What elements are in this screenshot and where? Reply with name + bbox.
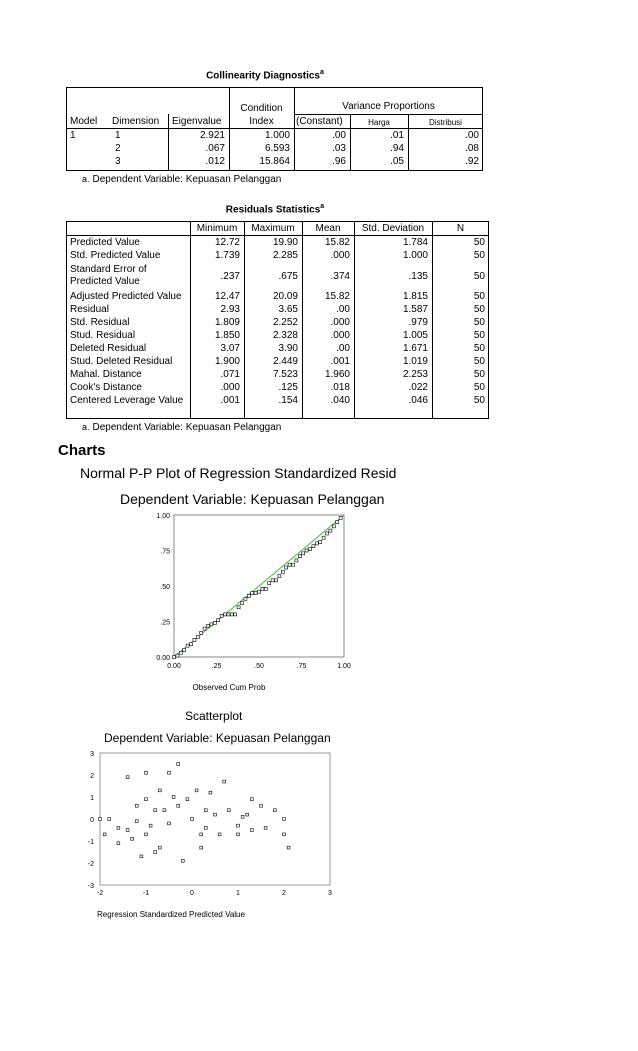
data-point bbox=[213, 621, 216, 624]
data-point bbox=[223, 780, 226, 783]
cell-min: .237 bbox=[220, 270, 240, 282]
data-point bbox=[217, 619, 220, 622]
x-tick-label: -2 bbox=[96, 890, 104, 897]
cell-sd: 1.005 bbox=[402, 330, 428, 341]
row-label: Cook's Distance bbox=[70, 382, 142, 393]
table-row bbox=[66, 155, 483, 168]
cell-sd: 1.815 bbox=[402, 291, 428, 302]
data-point bbox=[254, 592, 257, 595]
cell-distribusi: .92 bbox=[465, 156, 479, 167]
data-point bbox=[283, 818, 286, 821]
data-point bbox=[203, 627, 206, 630]
y-tick-label: 3 bbox=[90, 751, 94, 758]
data-point bbox=[283, 833, 286, 836]
cell-sd: 1.587 bbox=[402, 304, 428, 315]
plot-frame bbox=[100, 753, 330, 885]
collinearity-rule-variance bbox=[294, 114, 483, 115]
x-tick-label: .25 bbox=[211, 663, 222, 670]
data-point bbox=[214, 813, 217, 816]
row-label: Adjusted Predicted Value bbox=[70, 291, 182, 302]
y-tick-label: 2 bbox=[90, 773, 94, 780]
header-minimum: Minimum bbox=[196, 223, 238, 234]
cell-n: 50 bbox=[473, 291, 485, 302]
cell-constant: .00 bbox=[332, 130, 346, 141]
table-row bbox=[66, 262, 489, 290]
data-point bbox=[103, 833, 106, 836]
cell-n: 50 bbox=[473, 330, 485, 341]
cell-mean: 15.82 bbox=[324, 236, 350, 248]
pp-plot-subtitle: Dependent Variable: Kepuasan Pelanggan bbox=[120, 491, 385, 507]
cell-max: 2.449 bbox=[272, 356, 298, 367]
cell-dimension: 1 bbox=[115, 130, 121, 141]
table-row bbox=[66, 316, 489, 329]
residuals-title-text: Residuals Statistics bbox=[225, 204, 321, 216]
data-point bbox=[227, 613, 230, 616]
cell-max: 7.523 bbox=[272, 369, 298, 380]
data-point bbox=[319, 540, 322, 543]
table-row bbox=[66, 249, 489, 262]
cell-mean: .000 bbox=[330, 250, 350, 261]
data-point bbox=[220, 614, 223, 617]
header-blank bbox=[66, 222, 190, 235]
data-point bbox=[183, 648, 186, 651]
cell-dimension: 3 bbox=[115, 156, 121, 167]
data-point bbox=[241, 602, 244, 605]
header-harga: Harga bbox=[368, 118, 390, 127]
data-point bbox=[154, 809, 157, 812]
data-point bbox=[261, 587, 264, 590]
cell-max: 2.328 bbox=[272, 330, 298, 341]
data-point bbox=[168, 822, 171, 825]
table-row bbox=[66, 235, 489, 249]
header-index: Index bbox=[249, 116, 274, 127]
y-tick-label: 1 bbox=[90, 795, 94, 802]
cell-min: .001 bbox=[220, 395, 240, 406]
cell-sd: .022 bbox=[408, 382, 428, 393]
row-label bbox=[66, 262, 190, 290]
cell-sd: .046 bbox=[408, 395, 428, 406]
row-label: Residual bbox=[70, 304, 109, 315]
data-point bbox=[322, 536, 325, 539]
residuals-title bbox=[185, 203, 365, 215]
cell-max: 3.65 bbox=[278, 304, 298, 315]
cell-mean: .000 bbox=[330, 330, 350, 341]
data-point bbox=[168, 771, 171, 774]
data-point bbox=[179, 651, 182, 654]
cell-mean: .018 bbox=[330, 382, 350, 393]
cell-constant: .03 bbox=[332, 143, 346, 154]
data-point bbox=[181, 859, 184, 862]
cell-sd: 1.671 bbox=[402, 343, 428, 354]
cell-harga: .94 bbox=[390, 143, 404, 154]
cell-mean: 15.82 bbox=[324, 291, 350, 302]
data-point bbox=[149, 824, 152, 827]
cell-distribusi: .00 bbox=[465, 130, 479, 141]
cell-min: 1.739 bbox=[214, 250, 240, 261]
data-point bbox=[275, 579, 278, 582]
data-point bbox=[305, 549, 308, 552]
x-axis-label: Regression Standardized Predicted Value bbox=[97, 910, 245, 919]
data-point bbox=[191, 818, 194, 821]
table-row bbox=[66, 381, 489, 394]
table-row bbox=[66, 342, 489, 355]
scatter-title: Scatterplot bbox=[185, 709, 243, 723]
data-point bbox=[117, 842, 120, 845]
cell-n: 50 bbox=[473, 317, 485, 328]
data-point bbox=[292, 563, 295, 566]
header-n: N bbox=[456, 223, 465, 234]
cell-n: 50 bbox=[473, 382, 485, 393]
data-point bbox=[336, 521, 339, 524]
cell-n: 50 bbox=[473, 356, 485, 367]
cell-min: 3.07 bbox=[220, 343, 240, 354]
cell-min: 12.72 bbox=[214, 236, 240, 248]
cell-n: 50 bbox=[473, 236, 485, 248]
data-point bbox=[117, 826, 120, 829]
table-row bbox=[66, 290, 489, 303]
row-label: Stud. Deleted Residual bbox=[70, 356, 173, 367]
cell-harga: .05 bbox=[390, 156, 404, 167]
cell-max: .125 bbox=[278, 382, 298, 393]
data-point bbox=[287, 846, 290, 849]
cell-harga: .01 bbox=[390, 130, 404, 141]
cell-mean: .040 bbox=[330, 395, 350, 406]
data-point bbox=[176, 654, 179, 657]
data-point bbox=[237, 824, 240, 827]
data-point bbox=[145, 771, 148, 774]
cell-sd: 2.253 bbox=[402, 369, 428, 380]
data-point bbox=[204, 826, 207, 829]
data-point bbox=[135, 820, 138, 823]
residuals-footnote bbox=[82, 422, 281, 433]
data-point bbox=[302, 552, 305, 555]
data-point bbox=[329, 529, 332, 532]
data-point bbox=[154, 851, 157, 854]
data-point bbox=[195, 789, 198, 792]
cell-max: .675 bbox=[278, 270, 298, 282]
data-point bbox=[177, 804, 180, 807]
cell-mean: .001 bbox=[330, 356, 350, 367]
data-point bbox=[227, 809, 230, 812]
cell-model: 1 bbox=[70, 130, 76, 141]
cell-min: 2.93 bbox=[220, 304, 240, 315]
row-label: Predicted Value bbox=[70, 236, 140, 248]
cell-n: 50 bbox=[473, 343, 485, 354]
y-tick-label: 0.00 bbox=[156, 655, 170, 662]
data-point bbox=[218, 833, 221, 836]
header-variance-proportions: Variance Proportions bbox=[342, 101, 435, 112]
data-point bbox=[200, 833, 203, 836]
pp-plot-chart bbox=[130, 505, 370, 695]
data-point bbox=[99, 818, 102, 821]
residuals-table bbox=[66, 222, 489, 407]
data-point bbox=[196, 636, 199, 639]
header-dimension: Dimension bbox=[112, 116, 160, 127]
data-point bbox=[251, 592, 254, 595]
table-header-row bbox=[66, 222, 489, 235]
data-point bbox=[204, 809, 207, 812]
data-point bbox=[126, 776, 129, 779]
data-point bbox=[140, 855, 143, 858]
data-point bbox=[273, 809, 276, 812]
x-tick-label: .50 bbox=[254, 663, 264, 670]
cell-n: 50 bbox=[473, 369, 485, 380]
data-point bbox=[108, 818, 111, 821]
data-point bbox=[200, 631, 203, 634]
row-label: Deleted Residual bbox=[70, 343, 147, 354]
y-tick-label: .75 bbox=[160, 548, 170, 556]
data-point bbox=[145, 833, 148, 836]
data-point bbox=[281, 570, 284, 573]
cell-eigenvalue: .012 bbox=[205, 156, 225, 167]
table-row bbox=[66, 142, 483, 155]
cell-max: .154 bbox=[278, 395, 298, 406]
data-point bbox=[247, 594, 250, 597]
data-point bbox=[264, 826, 267, 829]
data-point bbox=[278, 575, 281, 578]
cell-model bbox=[66, 142, 109, 155]
cell-max: 2.252 bbox=[272, 317, 298, 328]
header-mean: Mean bbox=[315, 223, 341, 234]
data-point bbox=[309, 548, 312, 551]
cell-sd: 1.784 bbox=[402, 236, 428, 248]
data-point bbox=[332, 525, 335, 528]
header-model: Model bbox=[70, 116, 98, 127]
cell-sd: .135 bbox=[408, 270, 428, 282]
cell-eigenvalue: 2.921 bbox=[199, 130, 225, 141]
x-tick-label: 2 bbox=[282, 890, 286, 897]
data-point bbox=[326, 532, 329, 535]
cell-index: 1.000 bbox=[264, 130, 290, 141]
footnote-text: Dependent Variable: Kepuasan Pelanggan bbox=[92, 174, 282, 185]
data-point bbox=[193, 638, 196, 641]
cell-mean: 1.960 bbox=[324, 369, 350, 380]
scatterplot-chart bbox=[82, 745, 352, 925]
data-point bbox=[230, 613, 233, 616]
data-point bbox=[288, 563, 291, 566]
cell-mean: .00 bbox=[336, 304, 350, 315]
cell-max: 19.90 bbox=[272, 236, 298, 248]
data-point bbox=[264, 587, 267, 590]
charts-heading: Charts bbox=[58, 442, 106, 459]
table-row bbox=[66, 394, 489, 407]
data-point bbox=[126, 829, 129, 832]
collinearity-title-sup: a bbox=[320, 69, 324, 76]
cell-n: 50 bbox=[473, 395, 485, 406]
data-point bbox=[186, 644, 189, 647]
cell-sd: .979 bbox=[408, 317, 428, 328]
cell-n: 50 bbox=[473, 250, 485, 261]
row-label-line2: Predicted Value bbox=[70, 276, 140, 287]
data-point bbox=[145, 798, 148, 801]
y-tick-label: -1 bbox=[87, 839, 94, 846]
data-point bbox=[271, 579, 274, 582]
data-point bbox=[258, 590, 261, 593]
cell-mean: .000 bbox=[330, 317, 350, 328]
cell-min: 12.47 bbox=[214, 291, 240, 302]
collinearity-table bbox=[66, 129, 483, 168]
row-label: Stud. Residual bbox=[70, 330, 136, 341]
cell-max: 2.285 bbox=[272, 250, 298, 261]
data-point bbox=[135, 804, 138, 807]
data-point bbox=[295, 559, 298, 562]
data-point bbox=[244, 597, 247, 600]
data-point bbox=[224, 613, 227, 616]
table-row bbox=[66, 368, 489, 381]
y-tick-label: -2 bbox=[87, 861, 94, 868]
y-tick-label: .25 bbox=[160, 619, 170, 627]
data-point bbox=[339, 516, 342, 519]
cell-max: 3.90 bbox=[278, 343, 298, 354]
residuals-title-sup: a bbox=[320, 203, 325, 210]
data-point bbox=[312, 545, 315, 548]
cell-mean: .374 bbox=[330, 270, 350, 282]
header-eigenvalue: Eigenvalue bbox=[172, 116, 222, 127]
y-tick-label: 1.00 bbox=[156, 513, 170, 520]
row-label: Std. Predicted Value bbox=[70, 250, 161, 261]
x-axis-label: Observed Cum Prob bbox=[192, 683, 266, 692]
cell-min: 1.809 bbox=[214, 317, 240, 328]
table-row bbox=[66, 355, 489, 368]
row-label: Std. Residual bbox=[70, 317, 130, 328]
x-tick-label: .75 bbox=[296, 663, 307, 670]
x-tick-label: 1.00 bbox=[337, 663, 351, 670]
data-point bbox=[158, 789, 161, 792]
scatter-subtitle: Dependent Variable: Kepuasan Pelanggan bbox=[104, 731, 331, 745]
cell-mean: .00 bbox=[336, 343, 350, 354]
cell-index: 15.864 bbox=[259, 156, 290, 167]
cell-n: 50 bbox=[473, 304, 485, 315]
x-tick-label: 1 bbox=[236, 890, 240, 897]
x-tick-label: 0.00 bbox=[167, 663, 181, 670]
cell-dimension: 2 bbox=[115, 143, 121, 154]
data-point bbox=[158, 846, 161, 849]
data-point bbox=[315, 542, 318, 545]
data-point bbox=[173, 656, 176, 659]
header-maximum: Maximum bbox=[251, 223, 295, 234]
cell-sd: 1.000 bbox=[402, 250, 428, 261]
x-tick-label: -1 bbox=[142, 890, 150, 897]
data-point bbox=[250, 829, 253, 832]
cell-n: 50 bbox=[473, 270, 485, 282]
cell-eigenvalue: .067 bbox=[205, 143, 225, 154]
collinearity-title-text: Collinearity Diagnostics bbox=[206, 70, 320, 82]
cell-constant: .96 bbox=[332, 156, 346, 167]
x-tick-label: 0 bbox=[190, 890, 194, 897]
footnote-letter: a. bbox=[82, 174, 90, 184]
cell-index: 6.593 bbox=[264, 143, 290, 154]
table-row bbox=[66, 329, 489, 342]
data-point bbox=[163, 809, 166, 812]
y-tick-label: -3 bbox=[87, 883, 94, 890]
row-label: Centered Leverage Value bbox=[70, 395, 184, 406]
data-point bbox=[268, 582, 271, 585]
data-point bbox=[234, 613, 237, 616]
y-tick-label: 0 bbox=[90, 817, 94, 824]
data-point bbox=[177, 763, 180, 766]
cell-sd: 1.019 bbox=[402, 356, 428, 367]
header-distribusi: Distribusi bbox=[429, 118, 462, 127]
row-label: Mahal. Distance bbox=[70, 369, 142, 380]
data-point bbox=[246, 813, 249, 816]
cell-min: .071 bbox=[220, 369, 240, 380]
cell-model bbox=[66, 155, 109, 168]
cell-distribusi: .08 bbox=[465, 143, 479, 154]
data-point bbox=[207, 624, 210, 627]
cell-min: 1.900 bbox=[214, 356, 240, 367]
table-row bbox=[66, 129, 483, 142]
footnote-text: Dependent Variable: Kepuasan Pelanggan bbox=[92, 422, 282, 433]
data-point bbox=[186, 798, 189, 801]
row-label-line1: Standard Error of bbox=[70, 264, 147, 275]
data-point bbox=[298, 555, 301, 558]
header-condition: Condition bbox=[240, 103, 283, 114]
data-point bbox=[237, 833, 240, 836]
data-point bbox=[200, 846, 203, 849]
data-point bbox=[210, 623, 213, 626]
y-tick-label: .50 bbox=[160, 584, 170, 591]
data-point bbox=[131, 837, 134, 840]
pp-plot-title: Normal P-P Plot of Regression Standardized Resid bbox=[80, 465, 397, 481]
data-point bbox=[285, 566, 288, 569]
collinearity-title bbox=[170, 69, 360, 81]
cell-min: 1.850 bbox=[214, 330, 240, 341]
data-point bbox=[260, 804, 263, 807]
data-point bbox=[172, 796, 175, 799]
footnote-letter: a. bbox=[82, 422, 90, 432]
data-point bbox=[190, 643, 193, 646]
header-std-deviation: Std. Deviation bbox=[361, 223, 425, 234]
cell-max: 20.09 bbox=[272, 291, 298, 302]
data-point bbox=[209, 791, 212, 794]
data-point bbox=[241, 815, 244, 818]
collinearity-footnote bbox=[82, 174, 281, 185]
table-row bbox=[66, 303, 489, 316]
cell-min: .000 bbox=[220, 382, 240, 393]
data-point bbox=[237, 606, 240, 609]
data-point bbox=[250, 798, 253, 801]
x-tick-label: 3 bbox=[328, 890, 332, 897]
header-constant: (Constant) bbox=[296, 116, 343, 127]
